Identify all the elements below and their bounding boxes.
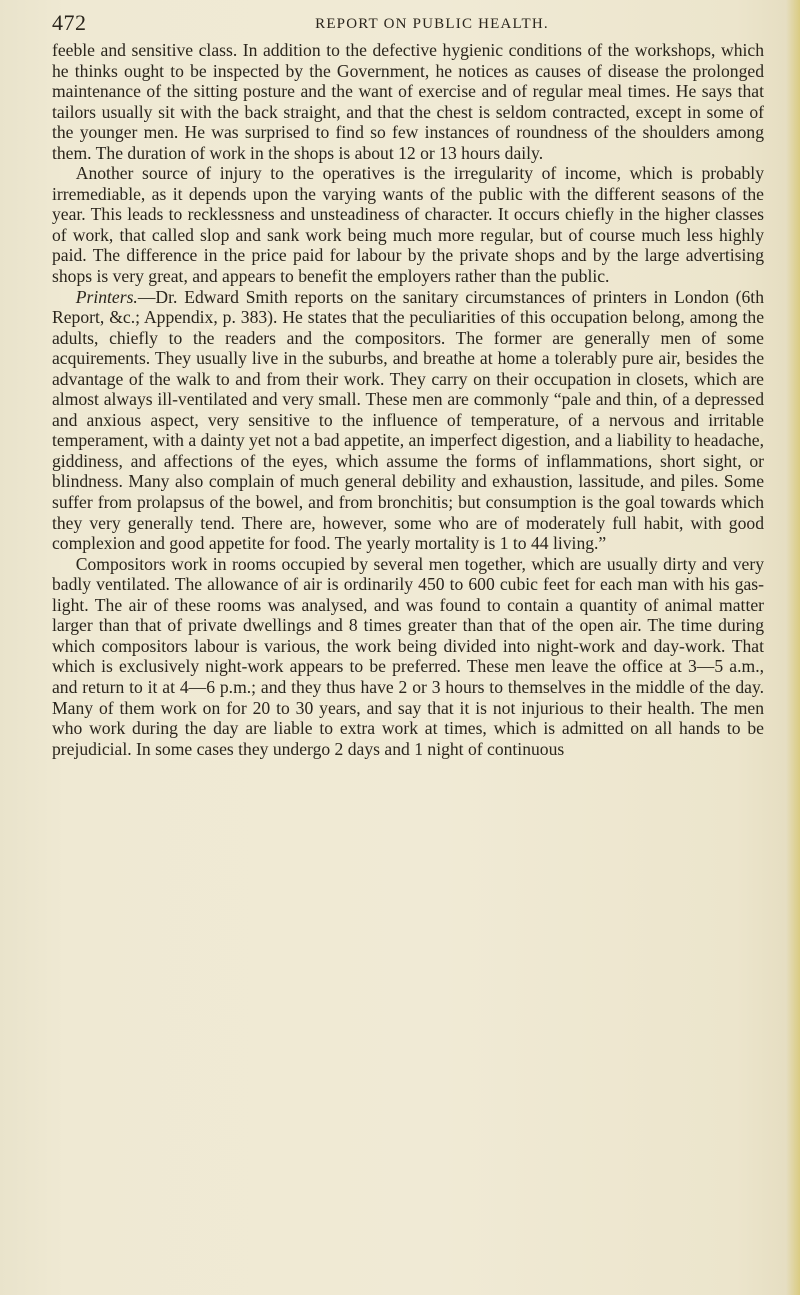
body-text — [52, 40, 764, 759]
section-heading-printers: Printers. — [75, 286, 138, 307]
paragraph-tailors-conditions — [52, 40, 764, 163]
paragraph-text: Compositors work in rooms occupied by several men together, which are usually dirty and very badly ventilated. The allowance of air is ordinarily 450 to 600 cubic feet for each man with his gas-light. The air of these rooms was analysed, and was found to contain a quantity of animal matter larger than that of private dwellings and 8 times greater than that of the open air. The time during which compositors labour is various, the work being divided into night-work and day-work. That which is exclusively night-work appears to be preferred. These men leave the office at 3—5 a.m., and return to it at 4—6 p.m.; and they thus have 2 or 3 hours to themselves in the middle of the day. Many of them work on for 20 to 30 years, and say that it is not injurious to their health. The men who work during the day are liable to extra work at times, which is admitted on all hands to be prejudicial. In some cases they undergo 2 days and 1 night of continuous — [52, 553, 764, 759]
paragraph-income-irregularity — [52, 163, 764, 286]
paragraph-compositors — [52, 554, 764, 759]
running-head: REPORT ON PUBLIC HEALTH. — [315, 16, 549, 32]
page-edge-shadow — [786, 0, 800, 1295]
paragraph-printers — [52, 287, 764, 554]
paragraph-text: feeble and sensitive class. In addition to the defective hygienic conditions of the workshops, which he thinks ought to be inspected by the Government, he notices as causes of disease the prolonged maintenance of the sitting posture and the want of exercise and of regular meal times. He says that tailors usually sit with the back straight, and that the chest is seldom contracted, except in some of the younger men. He was surprised to find so few instances of roundness of the shoulders among them. The duration of work in the shops is about 12 or 13 hours daily. — [52, 40, 764, 163]
paragraph-text: —Dr. Edward Smith reports on the sanitary circumstances of printers in London (6th Report, &c.; Appendix, p. 383). He states that the peculiarities of this occupation belong, among the adults, chiefly to the readers and the compositors. The former are generally men of some acquirements. They usually live in the suburbs, and breathe at home a tolerably pure air, besides the advantage of the walk to and from their work. They carry on their occupation in closets, which are almost always ill-ventilated and very small. These men are commonly “pale and thin, of a depressed and anxious aspect, very sensitive to the influence of temperature, of a nervous and irritable temperament, with a dainty yet not a bad appetite, an imperfect digestion, and a liability to headache, giddiness, and affections of the eyes, which assume the forms of inflammations, short sight, or blindness. Many also complain of much general debility and exhaustion, lassitude, and piles. Some suffer from prolapsus of the bowel, and from bronchitis; but consumption is the goal towards which they very generally tend. There are, however, some who are of moderately full habit, with good complexion and good appetite for food. The yearly mortality is 1 to 44 living.” — [52, 286, 764, 554]
paragraph-text: Another source of injury to the operatives is the irregularity of income, which is probably irremediable, as it depends upon the varying wants of the public with the different seasons of the year. This leads to recklessness and unsteadiness of character. It occurs chiefly in the higher classes of work, that called slop and sank work being much more regular, but of course much less highly paid. The difference in the price paid for labour by the private shops and by the large advertising shops is very great, and appears to benefit the employers rather than the public. — [52, 163, 764, 287]
page-number: 472 — [52, 10, 87, 35]
